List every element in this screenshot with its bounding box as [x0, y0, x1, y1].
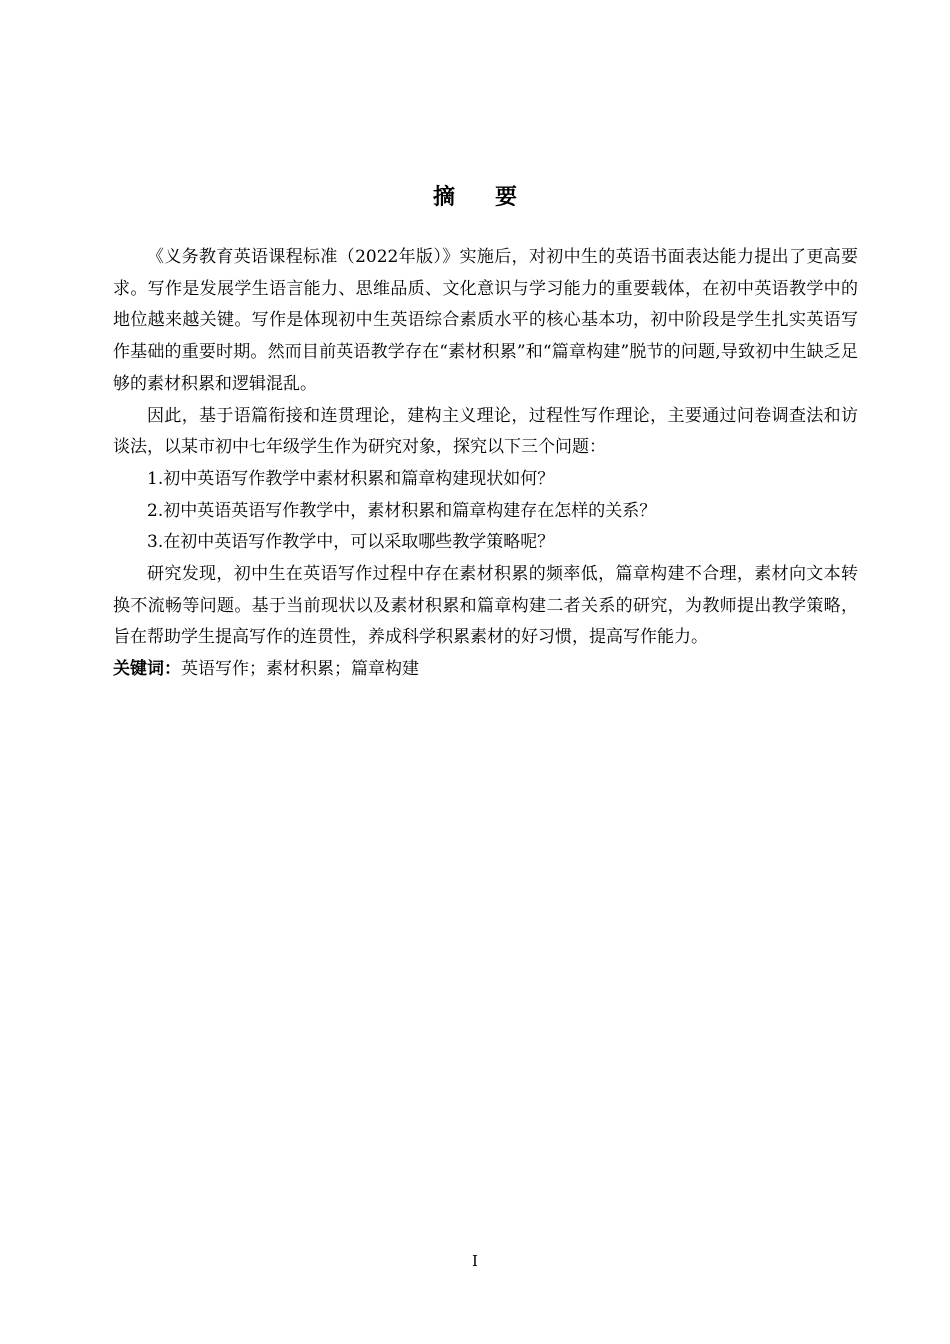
research-question-2: 2.初中英语英语写作教学中，素材积累和篇章构建存在怎样的关系？ — [147, 500, 657, 521]
page-number: I — [472, 1252, 478, 1270]
abstract-body — [113, 242, 858, 686]
keywords-value: 英语写作；素材积累；篇章构建 — [181, 659, 419, 680]
abstract-title-left: 摘 — [432, 185, 455, 210]
abstract-paragraph-findings: 研究发现，初中生在英语写作过程中存在素材积累的频率低，篇章构建不合理，素材向文本转换不流畅等问题。基于当前现状以及素材积累和篇章构建二者关系的研究，为教师提出教学策略，旨在帮助学生提高写作的连贯性，养成科学积累素材的好习惯，提高写作能力。 — [113, 564, 858, 648]
keywords-line — [113, 654, 858, 686]
research-question-1: 1.初中英语写作教学中素材积累和篇章构建现状如何？ — [147, 468, 555, 489]
abstract-paragraph-method: 因此，基于语篇衔接和连贯理论，建构主义理论，过程性写作理论，主要通过问卷调查法和访谈法，以某市初中七年级学生作为研究对象，探究以下三个问题： — [113, 405, 858, 458]
abstract-paragraph-intro: 《义务教育英语课程标准（2022年版）》实施后，对初中生的英语书面表达能力提出了更高要求。写作是发展学生语言能力、思维品质、文化意识与学习能力的重要载体，在初中英语教学中的地位越来越关键。写作是体现初中生英语综合素质水平的核心基本功，初中阶段是学生扎实英语写作基础的重要时期。然而目前英语教学存在“素材积累”和“篇章构建”脱节的问题,导致初中生缺乏足够的素材积累和逻辑混乱。 — [113, 247, 858, 394]
keywords-label: 关键词： — [113, 659, 181, 680]
research-question-3: 3.在初中英语写作教学中，可以采取哪些教学策略呢？ — [147, 532, 555, 553]
abstract-title — [0, 180, 950, 211]
abstract-title-right: 要 — [495, 185, 518, 210]
